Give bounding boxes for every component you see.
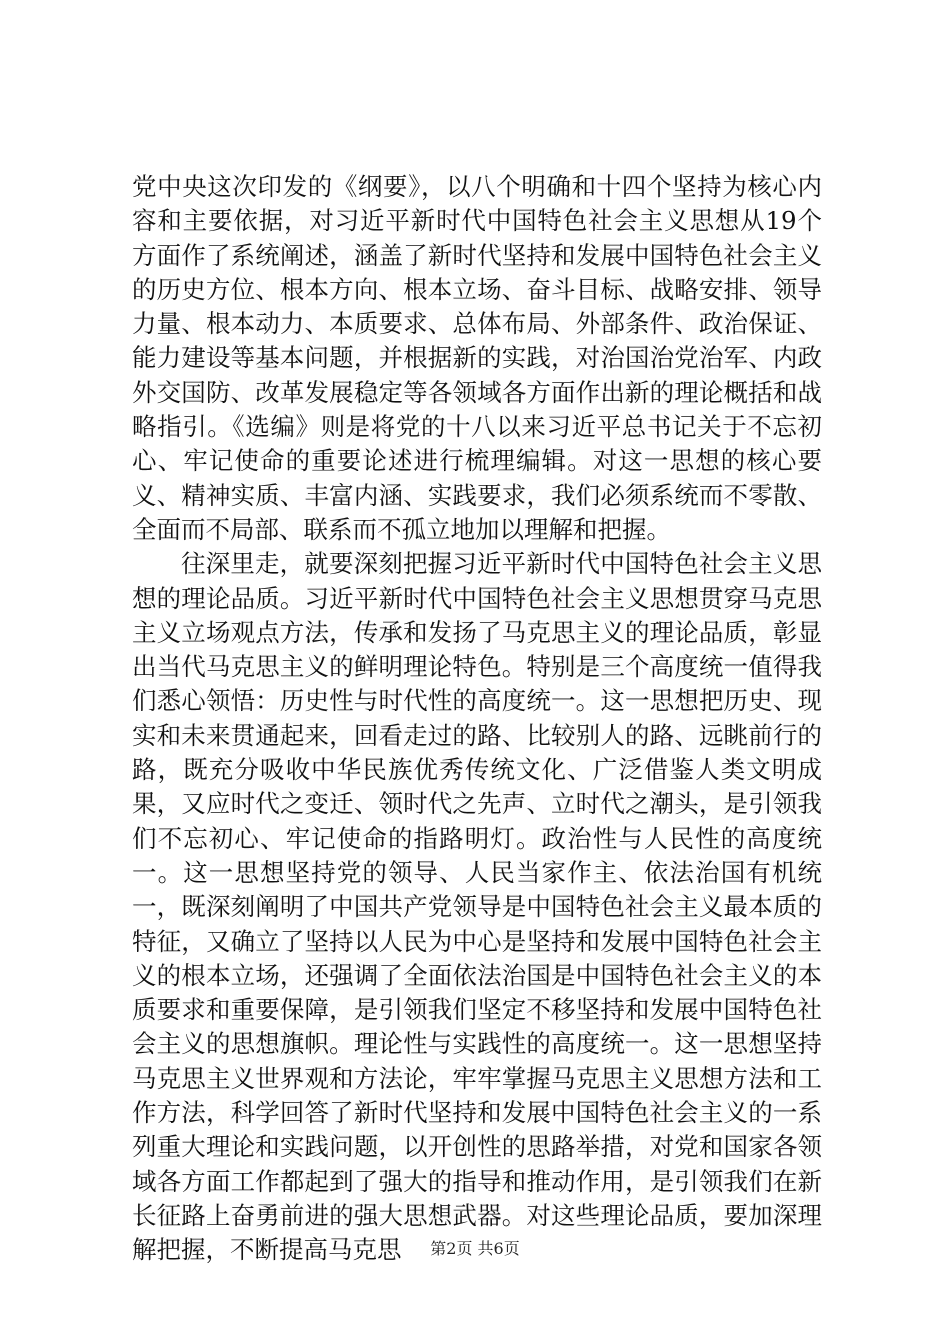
- paragraph-1: 党中央这次印发的《纲要》，以八个明确和十四个坚持为核心内容和主要依据，对习近平新时代中国特色社会主义思想从19个方面作了系统阐述，涵盖了新时代坚持和发展中国特色社会主义的历史方位、根本方向、根本立场、奋斗目标、战略安排、领导力量、根本动力、本质要求、总体布局、外部条件、政治保证、能力建设等基本问题，并根据新的实践，对治国治党治军、内政外交国防、改革发展稳定等各领域各方面作出新的理论概括和战略指引。《选编》则是将党的十八以来习近平总书记关于不忘初心、牢记使命的重要论述进行梳理编辑。对这一思想的核心要义、精神实质、丰富内涵、实践要求，我们必须系统而不零散、全面而不局部、联系而不孤立地加以理解和把握。: [132, 172, 822, 544]
- page-footer: 第2页 共6页: [430, 1239, 520, 1258]
- document-body: [132, 170, 822, 1268]
- paragraph-2: 往深里走，就要深刻把握习近平新时代中国特色社会主义思想的理论品质。习近平新时代中国特色社会主义思想贯穿马克思主义立场观点方法，传承和发扬了马克思主义的理论品质，彰显出当代马克思主义的鲜明理论特色。特别是三个高度统一值得我们悉心领悟：历史性与时代性的高度统一。这一思想把历史、现实和未来贯通起来，回看走过的路、比较别人的路、远眺前行的路，既充分吸收中华民族优秀传统文化、广泛借鉴人类文明成果，又应时代之变迁、领时代之先声、立时代之潮头，是引领我们不忘初心、牢记使命的指路明灯。政治性与人民性的高度统一。这一思想坚持党的领导、人民当家作主、依法治国有机统一，既深刻阐明了中国共产党领导是中国特色社会主义最本质的特征，又确立了坚持以人民为中心是坚持和发展中国特色社会主义的根本立场，还强调了全面依法治国是中国特色社会主义的本质要求和重要保障，是引领我们坚定不移坚持和发展中国特色社会主义的思想旗帜。理论性与实践性的高度统一。这一思想坚持马克思主义世界观和方法论，牢牢掌握马克思主义思想方法和工作方法，科学回答了新时代坚持和发展中国特色社会主义的一系列重大理论和实践问题，以开创性的思路举措，对党和国家各领域各方面工作都起到了强大的指导和推动作用，是引领我们在新长征路上奋勇前进的强大思想武器。对这些理论品质，要加深理解把握，不断提高马克思: [132, 549, 822, 1265]
